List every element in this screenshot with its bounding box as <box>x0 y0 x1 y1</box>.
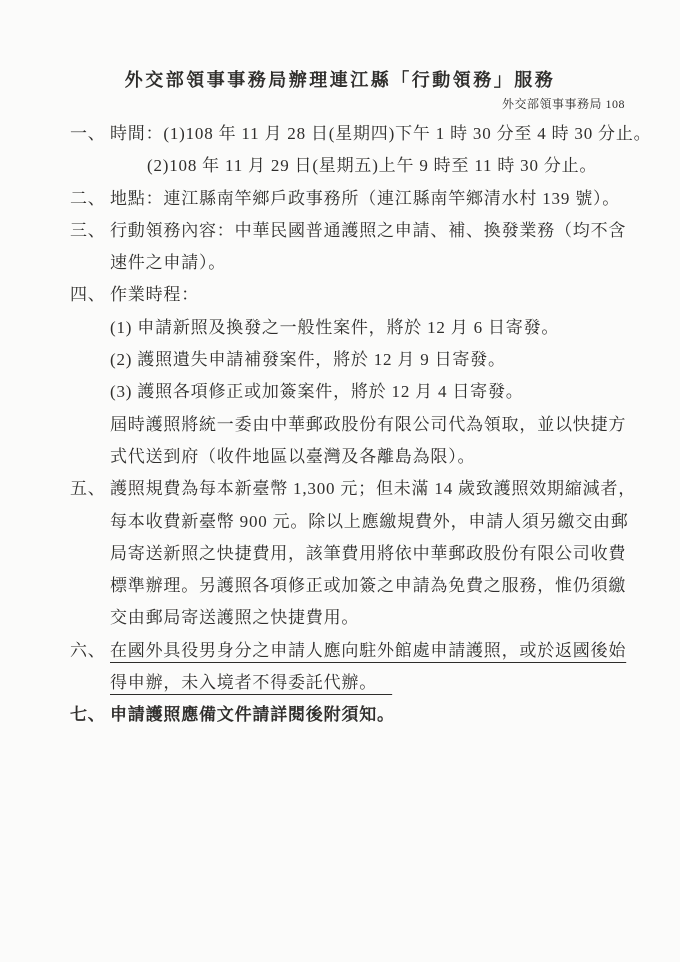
doc-line: (3) 護照各項修正或加簽案件，將於 12 月 4 日寄發。 <box>110 382 524 402</box>
doc-line: 局寄送新照之快捷費用，該筆費用將依中華郵政股份有限公司收費 <box>110 543 627 563</box>
doc-line: 式代送到府（收件地區以臺灣及各離島為限）。 <box>110 446 476 466</box>
section-fees <box>70 473 637 634</box>
section-time <box>70 118 652 183</box>
doc-line: 屆時護照將統一委由中華郵政股份有限公司代為領取，並以快捷方 <box>110 414 627 434</box>
doc-line-underlined: 得申辦，未入境者不得委託代辦。 <box>110 673 377 693</box>
section-service-content <box>70 215 628 280</box>
section-military-service <box>70 635 628 700</box>
doc-line: 速件之申請）。 <box>110 253 227 273</box>
section-required-documents <box>70 699 628 731</box>
section-number: 三、 <box>70 220 106 240</box>
doc-line: 時間：(1)108 年 11 月 28 日(星期四)下午 1 時 30 分至 4 時 30 分止。 <box>110 124 652 143</box>
doc-line: (2) 護照遺失申請補發案件，將於 12 月 9 日寄發。 <box>110 350 506 370</box>
document-body <box>0 118 680 732</box>
section-body <box>110 699 628 731</box>
section-body <box>110 635 628 700</box>
section-body <box>110 473 637 634</box>
doc-line: 每本收費新臺幣 900 元。除以上應繳規費外，申請人須另繳交由郵 <box>110 511 629 531</box>
issuer-line: 外交部領事事務局 108 <box>501 97 625 111</box>
section-body <box>110 279 628 473</box>
doc-line: 申請護照應備文件請詳閱後附須知。 <box>110 705 395 725</box>
doc-line: 作業時程： <box>110 285 199 305</box>
doc-line: (2)108 年 11 月 29 日(星期五)上午 9 時至 11 時 30 分止。 <box>147 156 598 176</box>
section-number: 一、 <box>70 124 106 143</box>
section-schedule <box>70 279 628 473</box>
section-number: 五、 <box>70 479 106 499</box>
section-number: 六、 <box>70 640 106 660</box>
doc-line: (1) 申請新照及換發之一般性案件，將於 12 月 6 日寄發。 <box>110 317 560 337</box>
doc-line: 行動領務內容：中華民國普通護照之申請、補、換發業務（均不含 <box>110 220 627 240</box>
section-number: 四、 <box>70 285 106 305</box>
doc-line: 地點：連江縣南竿鄉戶政事務所（連江縣南竿鄉清水村 139 號）。 <box>110 188 621 208</box>
section-body <box>110 215 628 280</box>
document-title: 外交部領事事務局辦理連江縣「行動領務」服務 <box>124 70 556 90</box>
doc-line: 交由郵局寄送護照之快捷費用。 <box>110 608 360 628</box>
doc-line: 護照規費為每本新臺幣 1,300 元；但未滿 14 歲致護照效期縮減者， <box>110 479 637 499</box>
doc-line: 標準辦理。另護照各項修正或加簽之申請為免費之服務，惟仍須繳 <box>110 576 627 596</box>
section-number: 七、 <box>70 705 106 725</box>
section-location <box>70 183 628 215</box>
section-body <box>110 183 628 215</box>
section-body <box>110 118 652 183</box>
doc-line-underlined: 在國外具役男身分之申請人應向駐外館處申請護照，或於返國後始 <box>110 640 627 660</box>
section-number: 二、 <box>70 188 106 208</box>
